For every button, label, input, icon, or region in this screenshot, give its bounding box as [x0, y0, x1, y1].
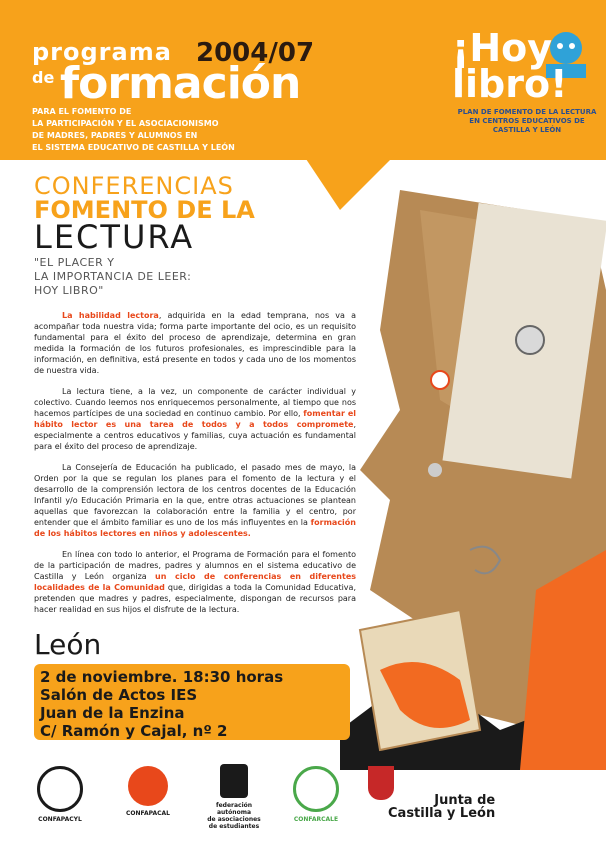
paragraph-text: La lectura tiene, a la vez, un componente de carácter individual y colectivo. Cuando leemos nos enriquecemos personalmente, al tiempo que nos hacemos partícipes de una sociedad en continuo cambio. Por ello, [34, 387, 356, 418]
highlight: fomentar el hábito lector es una tarea de todos y a todos compromete [34, 409, 356, 429]
cardboard-head-illustration [340, 170, 606, 770]
confapacal-emblem-icon [128, 766, 168, 806]
event-address: C/ Ramón y Cajal, nº 2 [40, 722, 228, 740]
federacion-caption [204, 802, 264, 830]
confapacyl-emblem-icon [37, 766, 83, 812]
jcyl-logo-text [388, 794, 495, 820]
quote-line: LA IMPORTANCIA DE LEER: [34, 270, 192, 283]
federacion-caption-line: autónoma [216, 809, 251, 816]
highlight: un ciclo de conferencias en diferentes localidades de la Comunidad [34, 572, 357, 592]
paragraph-4 [34, 549, 356, 615]
conference-title-1: CONFERENCIAS [34, 172, 234, 200]
confarcale-logo [284, 766, 348, 823]
highlight: La habilidad lectora [62, 311, 159, 320]
hoy-libro-plan [452, 108, 602, 135]
body-text [34, 310, 356, 625]
paragraph-text: , especialmente a centros educativos y familias, cuya actuación es fundamental para el éxito del proceso de aprendizaje. [34, 420, 356, 451]
paragraph-text: que, dirigidas a toda la Comunidad Educativa, pretenden que madres y padres, especialmente, dispongan de recursos para hacer realidad en sus hijos el disfrute de la lectura. [34, 583, 356, 614]
conference-title-3: LECTURA [34, 218, 195, 256]
event-city: León [34, 628, 102, 661]
confarcale-emblem-icon [293, 766, 339, 812]
sponsor-logos [30, 760, 590, 840]
confapacyl-caption: CONFAPACYL [38, 816, 82, 823]
paragraph-3 [34, 462, 356, 539]
jcyl-text-line: Junta de [434, 793, 496, 808]
confarcale-caption: CONFARCALE [293, 816, 339, 823]
program-year: 2004/07 [196, 38, 315, 68]
quote-line: "EL PLACER Y [34, 256, 115, 269]
federacion-caption-line: federación [215, 802, 253, 809]
program-desc-line: LA PARTICIPACIÓN Y EL ASOCIACIONISMO [32, 119, 219, 128]
quote-line: HOY LIBRO" [34, 284, 104, 297]
federacion-emblem-icon [220, 764, 248, 798]
hoy-title-line: ¡Hoy [452, 26, 553, 70]
program-desc-line: EL SISTEMA EDUCATIVO DE CASTILLA Y LEÓN [32, 143, 235, 152]
event-datetime: 2 de noviembre. 18:30 horas [40, 668, 284, 686]
hoy-plan-line: EN CENTROS EDUCATIVOS DE CASTILLA Y LEÓN [469, 117, 585, 134]
confapacyl-logo [30, 766, 90, 823]
federacion-logo [204, 764, 264, 830]
event-venue-name: Juan de la Enzina [40, 704, 185, 722]
program-title-word2: formación [60, 58, 301, 109]
confapacal-caption: CONFAPACAL [126, 810, 170, 817]
paragraph-1 [34, 310, 356, 376]
paragraph-2 [34, 386, 356, 452]
program-description [32, 106, 332, 154]
confapacal-logo [116, 766, 180, 817]
jcyl-text-line: Castilla y León [388, 806, 496, 821]
program-title-de: de [32, 68, 55, 87]
hoy-libro-title [452, 26, 568, 106]
program-title-word1: programa [32, 38, 172, 66]
paragraph-text: En línea con todo lo anterior, el Programa de Formación para el fomento de la participación de madres, padres y alumnos en el sistema educativo de Castilla y León organiza [34, 550, 356, 581]
federacion-caption-line: de asociaciones [207, 816, 261, 823]
conference-quote [34, 256, 274, 298]
hoy-plan-line: PLAN DE FOMENTO DE LA LECTURA [457, 108, 597, 116]
paragraph-text: , adquirida en la edad temprana, nos va a acompañar toda nuestra vida; forma parte importante del ocio, es un requisito fundamental para el éxito del proceso de aprendizaje, determina en gran medida la formación de los futuros profesionales, es imprescindible para la información, en definitiva, está presente en todos y cada uno de los momentos de nuestra vida. [34, 311, 356, 375]
paragraph-text: La Consejería de Educación ha publicado, el pasado mes de mayo, la Orden por la que se regulan los planes para el fomento de la lectura y el desarrollo de la comprensión lectora de los centros docentes de la Educación Infantil y/o Educación Primaria en la que, entre otras actuaciones se plantean aquellas que favorezcan la colaboración entre la familia y el centro, por entender que el ámbito familiar es uno de los más influyentes en la [34, 463, 356, 527]
federacion-caption-line: de estudiantes [208, 823, 260, 830]
program-desc-line: PARA EL FOMENTO DE [32, 107, 132, 116]
program-desc-line: DE MADRES, PADRES Y ALUMNOS EN [32, 131, 198, 140]
hoy-title-line: libro! [452, 62, 568, 106]
highlight: formación de los hábitos lectores en niños y adolescentes. [34, 518, 356, 538]
event-venue: Salón de Actos IES [40, 686, 198, 704]
conference-title-2: FOMENTO DE LA [34, 196, 255, 224]
